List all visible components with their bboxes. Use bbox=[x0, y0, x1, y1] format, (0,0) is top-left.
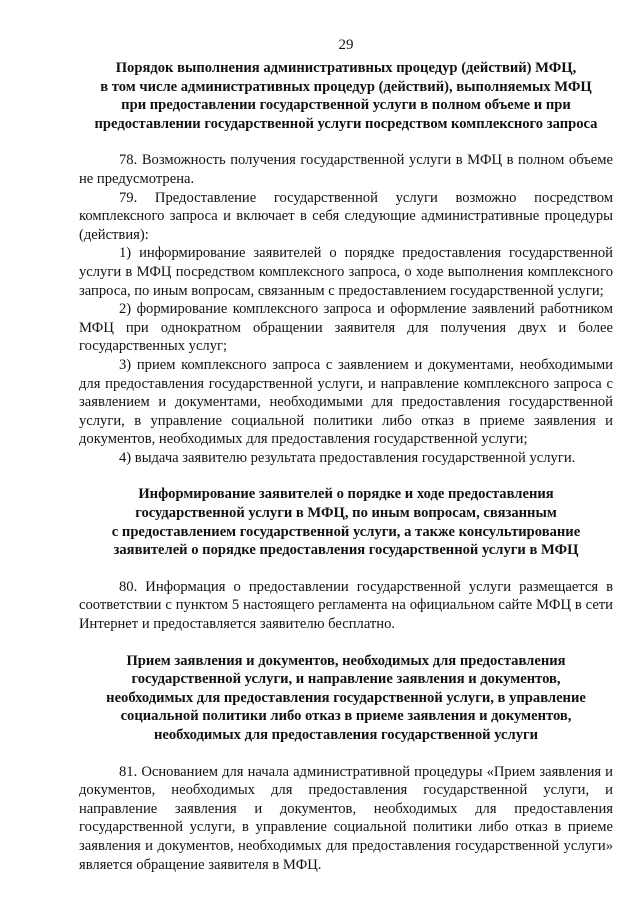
paragraph-80: 80. Информация о предоставлении государственной услуги размещается в соответствии с пунктом 5 настоящего регламента на официальном сайте МФЦ в сети Интернет и предоставляется заявителю бесплатно. bbox=[79, 578, 613, 633]
list-item-2: 2) формирование комплексного запроса и оформление заявлений работником МФЦ при однократном обращении заявителя для получения двух и более государственных услуг; bbox=[79, 301, 613, 355]
list-item-4: 4) выдача заявителю результата предоставления государственной услуги. bbox=[119, 449, 576, 466]
heading-line: Порядок выполнения административных процедур (действий) МФЦ, bbox=[115, 60, 577, 76]
heading-line: при предоставлении государственной услуги в полном объеме и при bbox=[121, 97, 571, 114]
paragraph-79: 79. Предоставление государственной услуги возможно посредством комплексного запроса и включает в себя следующие административные процедуры (действия): bbox=[79, 189, 613, 243]
paragraph-78: 78. Возможность получения государственной услуги в МФЦ в полном объеме не предусмотрена. bbox=[79, 152, 613, 187]
section-heading-procedures bbox=[79, 59, 613, 133]
section-heading-reception bbox=[79, 652, 613, 745]
paragraph-81: 81. Основанием для начала административной процедуры «Прием заявления и документов, необходимых для предоставления государственной услуги, и направление заявления и документов, необходимых для предоставления государственной услуги, в управление социальной политики либо отказ в приеме заявления и документов, необходимых для предоставления государственной услуги» является обращение заявителя в МФЦ. bbox=[79, 763, 613, 873]
heading-line: в том числе административных процедур (действий), выполняемых МФЦ bbox=[100, 78, 592, 95]
document-page bbox=[79, 36, 613, 874]
heading-line: необходимых для предоставления государственной услуги bbox=[153, 727, 539, 743]
heading-line: государственной услуги, и направление заявления и документов, bbox=[131, 671, 561, 688]
heading-line: необходимых для предоставления государственной услуги, в управление bbox=[106, 689, 586, 706]
heading-line: с предоставлением государственной услуги, а также консультирование bbox=[111, 523, 581, 540]
heading-line: предоставлении государственной услуги посредством комплексного запроса bbox=[94, 115, 598, 132]
list-item-3: 3) прием комплексного запроса с заявлением и документами, необходимыми для предоставления государственной услуги, и направление комплексного запроса с заявлением и документами, необходимыми для предоставления государственной услуги, в управление социальной политики либо отказ в приеме заявления и документов, необходимых для предоставления государственной услуги; bbox=[79, 356, 613, 448]
heading-line: Прием заявления и документов, необходимых для предоставления bbox=[126, 652, 566, 669]
section-heading-informing bbox=[79, 485, 613, 559]
heading-line: государственной услуги в МФЦ, по иным вопросам, связанным bbox=[135, 505, 557, 522]
heading-line: заявителей о порядке предоставления государственной услуги в МФЦ bbox=[113, 542, 579, 559]
heading-line: Информирование заявителей о порядке и ходе предоставления bbox=[138, 486, 554, 503]
list-item-1: 1) информирование заявителей о порядке предоставления государственной услуги в МФЦ посредством комплексного запроса, о ходе выполнения комплексного запроса, по иным вопросам, связанным с предоставлением государственной услуги; bbox=[79, 245, 613, 299]
page-number: 29 bbox=[338, 37, 354, 53]
heading-line: социальной политики либо отказ в приеме заявления и документов, bbox=[120, 708, 572, 725]
